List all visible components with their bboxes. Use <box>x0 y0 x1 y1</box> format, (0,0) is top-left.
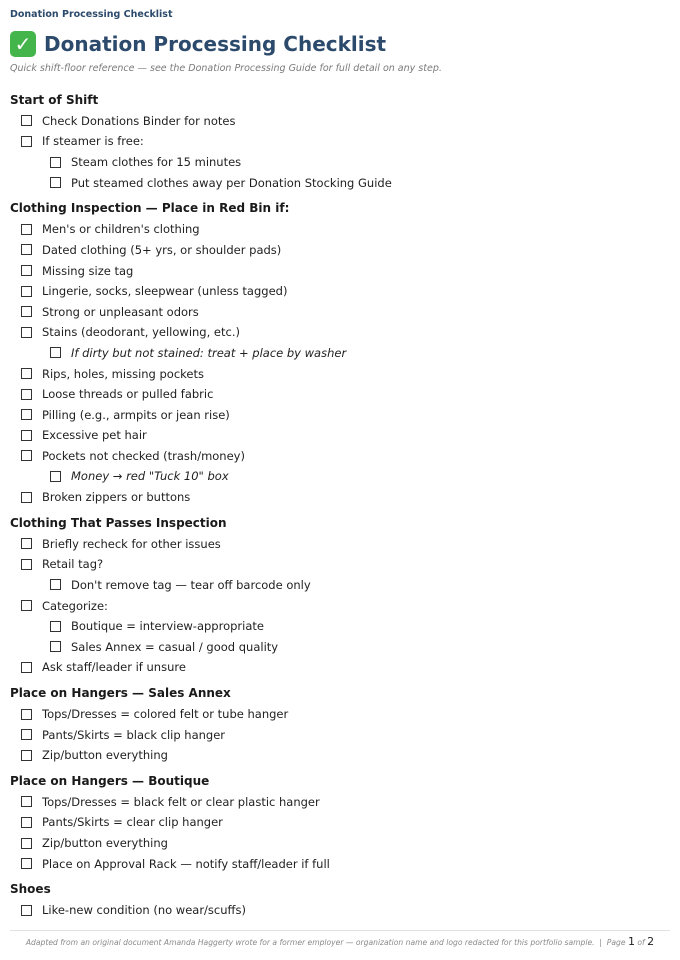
checklist-subitem <box>10 466 670 487</box>
title-row <box>10 31 386 57</box>
checklist-item <box>10 111 670 132</box>
checklist-item-label: Sales Annex = casual / good quality <box>71 639 279 654</box>
section-heading: Place on Hangers — Sales Annex <box>10 686 231 701</box>
checkbox[interactable] <box>21 409 32 420</box>
section-heading: Shoes <box>10 882 51 897</box>
checklist-item <box>10 301 670 322</box>
checklist-item <box>10 792 670 813</box>
checkbox[interactable] <box>21 136 32 147</box>
checkbox[interactable] <box>21 450 32 461</box>
checklist-item-label: Stains (deodorant, yellowing, etc.) <box>42 325 240 340</box>
footer-note: Adapted from an original document Amanda Haggerty wrote for a former employer — organization name and logo redacted for this portfolio sample. <box>25 938 595 947</box>
section-heading: Start of Shift <box>10 93 99 107</box>
checkbox[interactable] <box>21 389 32 400</box>
checklist-item <box>10 260 670 281</box>
checklist-item <box>10 833 670 854</box>
checklist-subitem <box>10 172 670 193</box>
checkbox[interactable] <box>21 224 32 235</box>
checklist-item-label: Pockets not checked (trash/money) <box>42 448 245 463</box>
checkbox[interactable] <box>21 600 32 611</box>
checklist-item <box>10 533 670 554</box>
checklist-item-label: Rips, holes, missing pockets <box>42 366 204 381</box>
checklist-item-label: Steam clothes for 15 minutes <box>71 155 242 170</box>
checkbox[interactable] <box>21 729 32 740</box>
checklist-item-label: Tops/Dresses = black felt or clear plastic hanger <box>42 794 320 809</box>
page-title: Donation Processing Checklist <box>44 32 387 56</box>
running-header: Donation Processing Checklist <box>10 9 173 20</box>
white-check-mark-icon: ✓ <box>10 31 36 57</box>
checklist-item <box>10 853 670 874</box>
checklist-item-label: Ask staff/leader if unsure <box>42 660 186 675</box>
checklist-item <box>10 595 670 616</box>
section-heading: Clothing Inspection — Place in Red Bin if: <box>10 201 290 216</box>
footer-separator: | <box>599 938 602 947</box>
checkbox[interactable] <box>21 265 32 276</box>
checklist-item <box>10 657 670 678</box>
page-label: Page <box>606 938 626 947</box>
checkbox[interactable] <box>50 621 61 632</box>
checkbox[interactable] <box>50 157 61 168</box>
checklist-item-label: Money → red "Tuck 10" box <box>71 469 229 484</box>
page-footer <box>0 935 680 948</box>
checklist-item-label: Men's or children's clothing <box>42 222 200 237</box>
page-current: 1 <box>627 935 635 948</box>
checklist-item-label: Put steamed clothes away per Donation Stocking Guide <box>71 175 392 190</box>
footer-divider <box>10 930 670 931</box>
checkbox[interactable] <box>50 177 61 188</box>
checkbox[interactable] <box>21 115 32 126</box>
checkbox[interactable] <box>21 905 32 916</box>
checklist-item <box>10 240 670 261</box>
checklist-item <box>10 363 670 384</box>
checklist-item <box>10 404 670 425</box>
checklist-item-label: Strong or unpleasant odors <box>42 304 199 319</box>
of-label: of <box>637 938 645 947</box>
checkbox[interactable] <box>21 559 32 570</box>
checkbox[interactable] <box>50 641 61 652</box>
checklist-item <box>10 322 670 343</box>
checklist-item-label: Missing size tag <box>42 263 134 278</box>
checklist-item-label: Pants/Skirts = black clip hanger <box>42 727 226 742</box>
section-heading: Clothing That Passes Inspection <box>10 515 227 530</box>
checkbox[interactable] <box>50 471 61 482</box>
checklist-subitem <box>10 152 670 173</box>
checklist-item-label: Pilling (e.g., armpits or jean rise) <box>42 407 230 422</box>
checklist-item <box>10 724 670 745</box>
checkbox[interactable] <box>50 347 61 358</box>
checkbox[interactable] <box>50 579 61 590</box>
checkbox[interactable] <box>21 327 32 338</box>
checklist-item-label: Briefly recheck for other issues <box>42 536 221 551</box>
checklist-item-label: Don't remove tag — tear off barcode only <box>71 577 311 592</box>
checkbox[interactable] <box>21 492 32 503</box>
checkbox[interactable] <box>21 838 32 849</box>
checklist-item-label: Tops/Dresses = colored felt or tube hanger <box>42 707 289 722</box>
checklist-item <box>10 487 670 508</box>
checklist-subitem <box>10 343 670 364</box>
checklist-item-label: If steamer is free: <box>42 134 144 149</box>
checklist-item <box>10 900 670 921</box>
checklist-item <box>10 425 670 446</box>
checkbox[interactable] <box>21 817 32 828</box>
checkbox[interactable] <box>21 306 32 317</box>
checklist-item-label: Boutique = interview-appropriate <box>71 619 264 634</box>
checklist-item-label: Loose threads or pulled fabric <box>42 387 214 402</box>
checklist-content <box>10 90 670 921</box>
checklist-item <box>10 219 670 240</box>
checklist-item <box>10 281 670 302</box>
checklist-item <box>10 384 670 405</box>
checkbox[interactable] <box>21 662 32 673</box>
checkbox[interactable] <box>21 430 32 441</box>
checklist-item-label: Dated clothing (5+ yrs, or shoulder pads) <box>42 242 282 257</box>
checklist-item-label: Pants/Skirts = clear clip hanger <box>42 815 223 830</box>
checklist-subitem <box>10 616 670 637</box>
checklist-item-label: Categorize: <box>42 598 108 613</box>
checklist-item <box>10 704 670 725</box>
checkbox[interactable] <box>21 796 32 807</box>
checklist-item-label: Retail tag? <box>42 557 104 572</box>
checklist-subitem <box>10 636 670 657</box>
checklist-item <box>10 554 670 575</box>
checkbox[interactable] <box>21 709 32 720</box>
checkbox[interactable] <box>21 750 32 761</box>
checkbox[interactable] <box>21 286 32 297</box>
checklist-item <box>10 745 670 766</box>
checklist-item-label: Place on Approval Rack — notify staff/leader if full <box>42 856 330 871</box>
checklist-item <box>10 446 670 467</box>
checklist-item-label: Excessive pet hair <box>42 428 147 443</box>
checklist-item-label: Broken zippers or buttons <box>42 490 191 505</box>
checklist-item-label: If dirty but not stained: treat + place by washer <box>71 345 347 360</box>
checklist-item <box>10 812 670 833</box>
checkbox[interactable] <box>21 538 32 549</box>
subtitle: Quick shift-floor reference — see the Donation Processing Guide for full detail on any step. <box>10 63 442 74</box>
checklist-item-label: Zip/button everything <box>42 748 168 763</box>
section-heading: Place on Hangers — Boutique <box>10 774 210 788</box>
checklist-item-label: Like-new condition (no wear/scuffs) <box>42 903 246 918</box>
checkbox[interactable] <box>21 244 32 255</box>
checklist-item-label: Check Donations Binder for notes <box>42 113 236 128</box>
checklist-item-label: Lingerie, socks, sleepwear (unless tagged) <box>42 284 288 299</box>
checklist-item-label: Zip/button everything <box>42 836 168 851</box>
page-total: 2 <box>647 935 655 948</box>
checkbox[interactable] <box>21 368 32 379</box>
checklist-subitem <box>10 575 670 596</box>
checklist-item <box>10 131 670 152</box>
checkbox[interactable] <box>21 858 32 869</box>
